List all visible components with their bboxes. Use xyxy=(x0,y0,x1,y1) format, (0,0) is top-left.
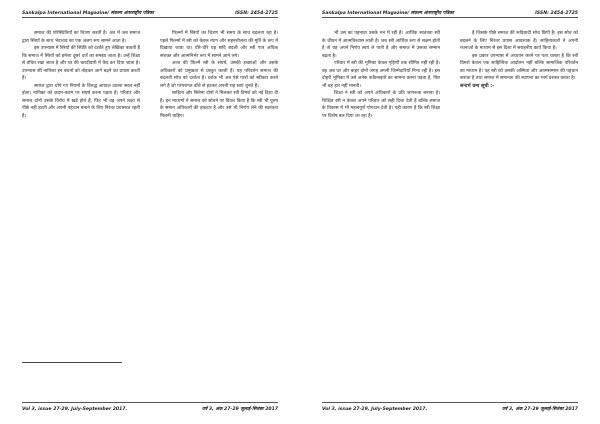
volume-english: Vol 3, issue 27-29, July-September 2017. xyxy=(22,406,128,412)
page-footer xyxy=(322,402,578,415)
paragraph: इस प्रकार उपन्यास में अध्ययन करने पर पता चलता है कि स्त्री विमर्श केवल एक साहित्यिक आंदोलन नहीं बल्कि सामाजिक परिवर्तन का माध्यम है। यह स्त्री को उसकी अस्मिता और आत्मसम्मान की पहचान कराता है तथा समाज में समानता की स्थापना का मार्ग प्रशस्त करता है। xyxy=(460,53,578,81)
paragraph: फिल्मों में स्त्रियों का चित्रण भी समय के साथ बदलता रहा है। पहले फिल्मों में स्त्री को केवल त्याग और सहनशीलता की मूर्ति के रूप में दिखाया जाता था। धीरे-धीरे यह छवि बदली और स्त्री पात्र अधिक सशक्त और आत्मनिर्भर रूप में सामने आने लगे। xyxy=(160,31,278,59)
paragraph: शिक्षा ने स्त्री को अपने अधिकारों के प्रति जागरूक बनाया है। शिक्षित स्त्री न केवल अपने परिवार को सही दिशा देती है बल्कि समाज के विकास में भी महत्वपूर्ण योगदान देती है। यही कारण है कि स्त्री शिक्षा पर विशेष बल दिया जा रहा है। xyxy=(322,91,440,119)
text-column-2 xyxy=(160,30,278,120)
volume-hindi: वर्ष 3, अंक 27-29 जुलाई-सितंबर 2017 xyxy=(202,407,278,412)
paragraph: साहित्य और सिनेमा दोनों ने मिलकर स्त्री विमर्श को नई दिशा दी है। इन माध्यमों ने समाज को सोचने पर विवश किया है कि स्त्री भी पुरुष के समान अधिकारों की हकदार है और उसे भी निर्णय लेने की स्वतंत्रता मिलनी चाहिए। xyxy=(160,91,278,119)
paragraph: इस उपन्यास में स्त्रियों की स्थिति को दर्शाते हुए लेखिका बताती हैं कि समाज में स्त्रियों को हमेशा दूसरे दर्जे का समझा जाता है। उन्हें शिक्षा से वंचित रखा जाता है और घर की चारदीवारी में कैद कर दिया जाता है। उपन्यास की नायिका इन बंधनों को तोड़कर आगे बढ़ने का प्रयास करती है। xyxy=(22,46,140,81)
paragraph: समाज द्वारा थोपे गए नियमों के विरुद्ध आवाज़ उठाना सरल नहीं होता। नायिका को कदम-कदम पर संघर्ष करना पड़ता है। परिवार और समाज दोनों उसके विरोध में खड़े होते हैं, फिर भी वह अपने लक्ष्य से पीछे नहीं हटती और अपनी पहचान बनाने के लिए निरंतर प्रयासरत रहती है। xyxy=(22,83,140,119)
paragraph: भी उस का पहनावा उसके मन में रही है। आर्थिक स्वतंत्रता स्त्री के जीवन में आत्मविश्वास लाती है। जब स्त्री आर्थिक रूप से सक्षम होती है तो वह अपने निर्णय स्वयं ले पाती है और समाज में उसका सम्मान बढ़ता है। xyxy=(322,31,440,59)
page-footer xyxy=(22,402,278,415)
paragraph: आज की फिल्में स्त्री के संघर्ष, उसकी इच्छाओं और उसके अधिकारों को प्रमुखता से प्रस्तुत करती हैं। यह परिवर्तन समाज की बदलती सोच को दर्शाता है। दर्शक भी अब ऐसे पात्रों को स्वीकार करने लगे हैं जो परंपरागत ढाँचे से हटकर अपनी राह स्वयं चुनते हैं। xyxy=(160,61,278,89)
right-page xyxy=(300,0,600,424)
paragraph: है जिसके पीछे समाज की रूढ़िवादी सोच छिपी है। इस सोच को बदलने के लिए निरंतर प्रयास आवश्यक हैं। साहित्यकारों ने अपनी रचनाओं के माध्यम से इस दिशा में सराहनीय कार्य किया है। xyxy=(460,31,578,51)
footnote-divider xyxy=(22,362,122,363)
volume-hindi: वर्ष 3, अंक 27-29 जुलाई-सितंबर 2017 xyxy=(502,407,578,412)
text-column-1 xyxy=(322,30,440,120)
volume-english: Vol 3, issue 27-29, July-September 2017. xyxy=(322,406,428,412)
page-header xyxy=(22,4,278,18)
journal-title: Sankalpa International Magazine/ संकल्प अंतरराष्ट्रीय पत्रिका xyxy=(322,11,454,16)
issn-label: ISSN: 2454-2725 xyxy=(235,11,278,16)
references-heading: सन्दर्भ ग्रन्थ सूची :- xyxy=(460,83,495,89)
journal-title: Sankalpa International Magazine/ संकल्प अंतरराष्ट्रीय पत्रिका xyxy=(22,11,154,16)
issn-label: ISSN: 2454-2725 xyxy=(535,11,578,16)
text-column-2 xyxy=(460,30,578,90)
paragraph: समाज की परिस्थितियों का चित्रण करती है। अंत में जब समाज द्वारा स्त्रियों के साथ भेदभाव का एक अलग रूप सामने आता है। xyxy=(22,31,140,44)
text-column-1 xyxy=(22,30,140,120)
page-header xyxy=(322,4,578,18)
paragraph: परिवार में स्त्री की भूमिका केवल गृहिणी तक सीमित नहीं रही है। वह अब घर और बाहर दोनों जगह अपनी जिम्मेदारियाँ निभा रही है। इस दोहरी भूमिका में उसे अनेक कठिनाइयों का सामना करना पड़ता है, फिर भी वह हार नहीं मानती। xyxy=(322,61,440,89)
